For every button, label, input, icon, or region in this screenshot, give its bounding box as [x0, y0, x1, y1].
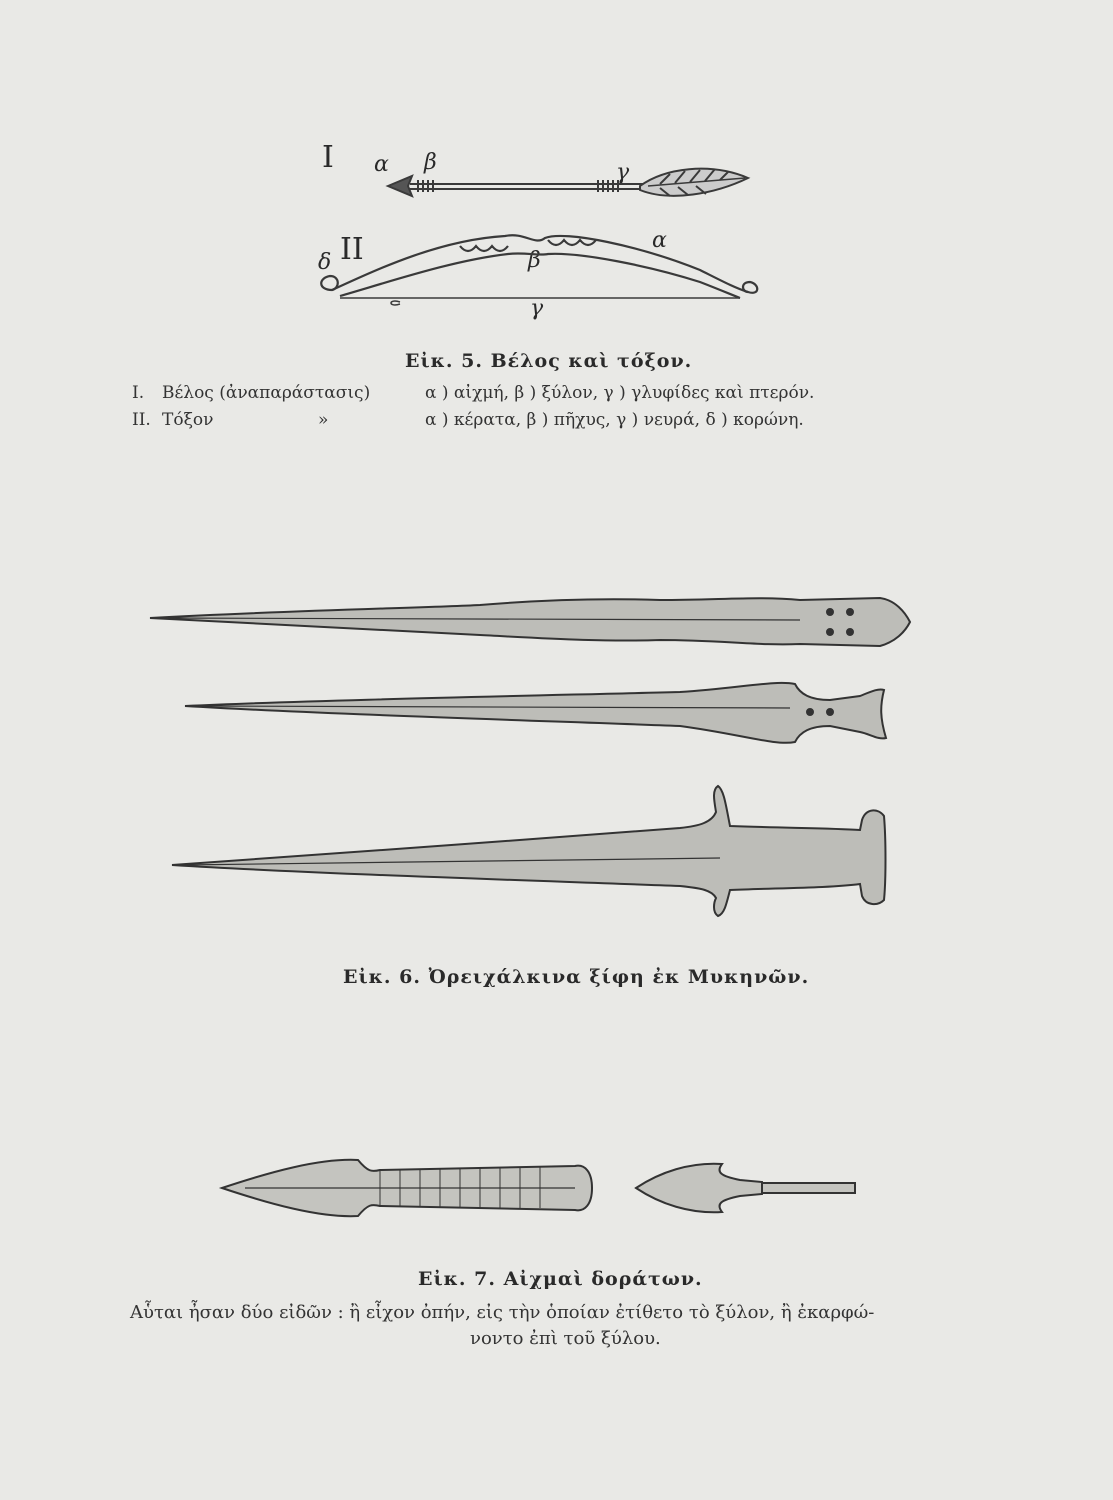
- legend-row-2-parts: α ) κέρατα, β ) πῆχυς, γ ) νευρά, δ ) κορώνη.: [425, 410, 804, 430]
- legend-row-2-num: II.: [132, 410, 151, 430]
- label-roman-II: II: [340, 232, 364, 267]
- label-alpha-bow: α: [652, 228, 667, 253]
- body-paragraph-line-2: νοντο ἐπὶ τοῦ ξύλου.: [470, 1328, 661, 1349]
- label-gamma-arrow: γ: [616, 160, 630, 185]
- label-alpha-arrow: α: [374, 152, 389, 177]
- figure-7-caption: Εἰκ. 7. Αἰχμαὶ δοράτων.: [418, 1268, 703, 1290]
- label-delta-bow: δ: [318, 250, 332, 275]
- legend-row-2-name: Τόξον: [162, 410, 214, 430]
- label-gamma-bow: γ: [530, 296, 544, 321]
- label-beta-arrow: β: [424, 150, 437, 175]
- legend-row-1-parts: α ) αἰχμή, β ) ξύλον, γ ) γλυφίδες καὶ πτερόν.: [425, 383, 815, 403]
- label-roman-I: I: [322, 140, 334, 175]
- figure-5-caption: Εἰκ. 5. Βέλος καὶ τόξον.: [405, 350, 693, 372]
- label-beta-bow: β: [528, 248, 541, 273]
- body-paragraph-line-1: Αὗται ἦσαν δύο εἰδῶν : ἢ εἶχον ὀπήν, εἰς τὴν ὁποίαν ἐτίθετο τὸ ξύλον, ἢ ἐκαρφώ-: [130, 1302, 875, 1323]
- legend-row-1-num: I.: [132, 383, 145, 403]
- legend-row-2-ditto: »: [318, 410, 329, 430]
- legend-row-1-name: Βέλος (ἀναπαράστασις): [162, 383, 371, 403]
- figure-6-caption: Εἰκ. 6. Ὀρειχάλκινα ξίφη ἐκ Μυκηνῶν.: [343, 966, 810, 988]
